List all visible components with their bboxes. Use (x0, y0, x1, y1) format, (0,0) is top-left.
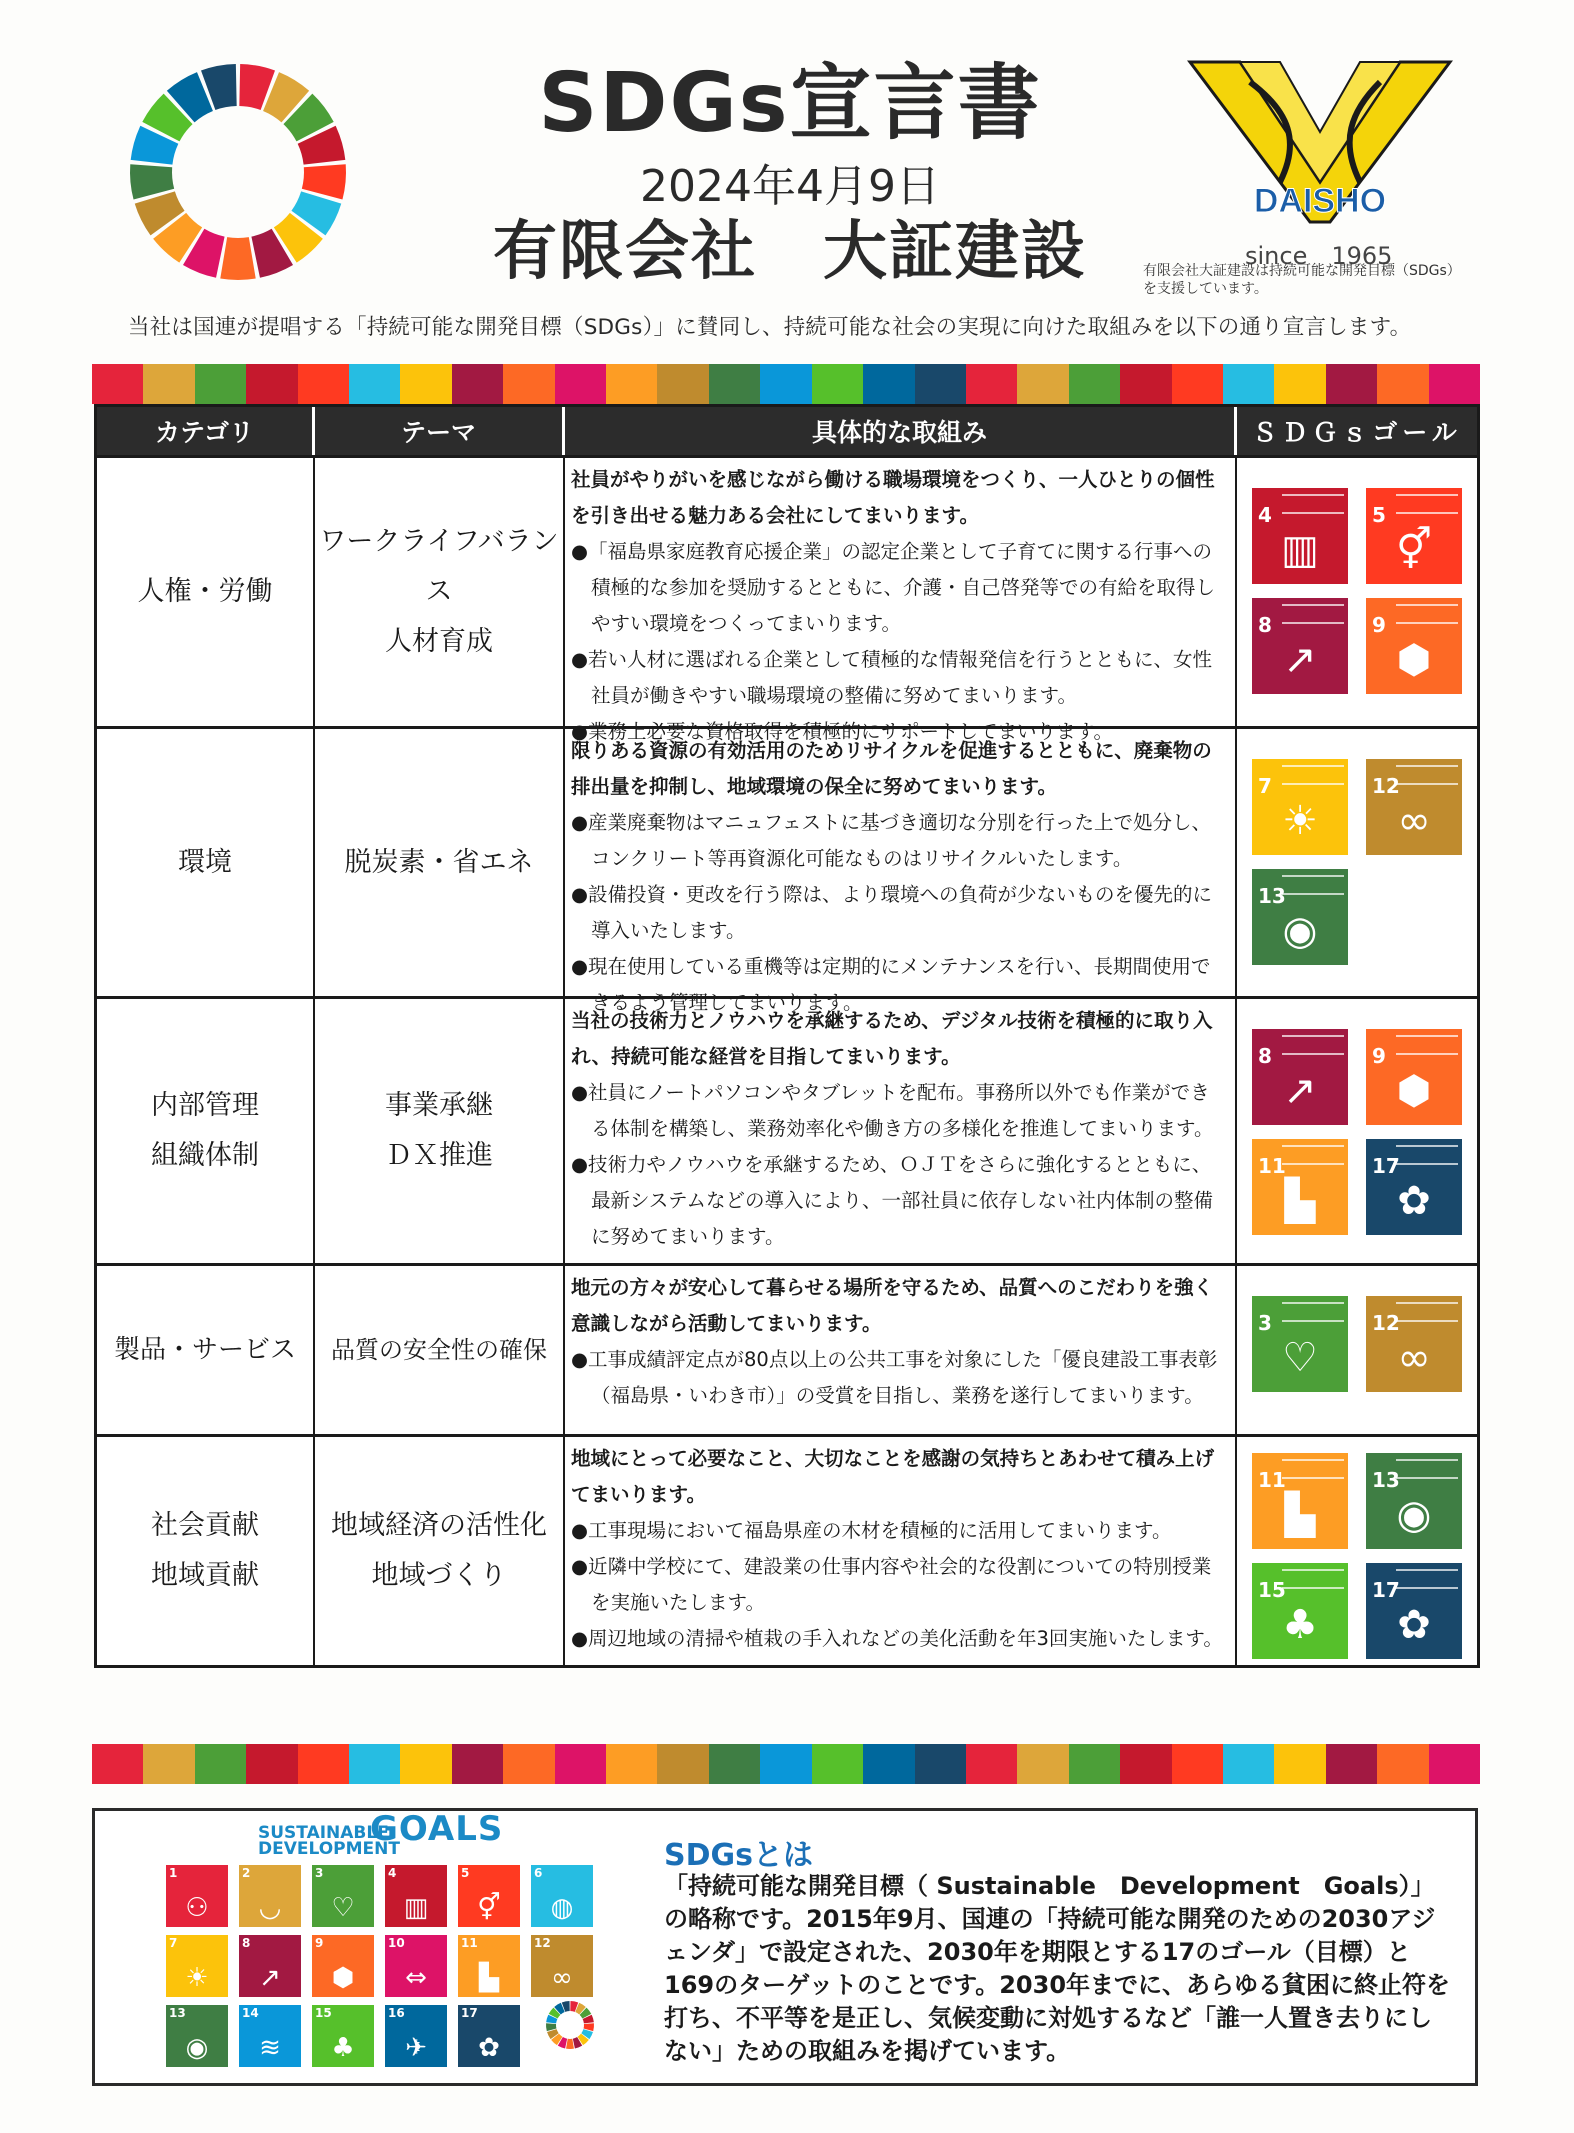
logo-line1: SUSTAINABLE (258, 1823, 389, 1843)
goal-caption-lines (1396, 604, 1458, 624)
sdg-goal-10-tile (385, 1935, 447, 1997)
goal-number: 17 (461, 2006, 478, 2020)
sdg-goal-1-tile (166, 1865, 228, 1927)
goal-number: 10 (388, 1936, 405, 1950)
action-bullet: ●工事成績評定点が80点以上の公共工事を対象にした「優良建設工事表彰（福島県・いわき市）」の受賞を目指し、業務を遂行してまいります。 (571, 1348, 1218, 1407)
sdg-goal-7-tile (1252, 759, 1348, 855)
goal-tiles (1252, 1296, 1462, 1392)
theme-cell (315, 458, 565, 726)
book-icon: ▥ (1281, 527, 1319, 573)
category-text: 環境 (178, 846, 232, 878)
fish-icon: ≋ (259, 2033, 281, 2063)
buildings-icon: ▙ (1284, 1492, 1316, 1538)
goal-number: 5 (461, 1866, 470, 1880)
goals-cell (1237, 1266, 1477, 1434)
support-note: 有限会社大証建設は持続可能な開発目標（SDGs）を支援しています。 (1143, 263, 1461, 297)
goal-caption-lines (1282, 875, 1344, 895)
strip-segment (966, 364, 1017, 404)
table-header (97, 407, 1477, 455)
table-row (97, 1263, 1477, 1434)
growth-chart-icon: ↗ (1283, 637, 1317, 683)
sdg-goal-15-tile (1252, 1563, 1348, 1659)
strip-segment (1172, 364, 1223, 404)
action-bullet: ●社員にノートパソコンやタブレットを配布。事務所以外でも作業ができる体制を構築し、業務効率化や働き方の多様化を推進してまいります。 (571, 1081, 1214, 1140)
goal-caption-lines (1282, 1302, 1344, 1322)
sdgs-color-strip-bottom (92, 1744, 1480, 1784)
strip-segment (1172, 1744, 1223, 1784)
table-row (97, 726, 1477, 1014)
goal-caption-lines (1396, 1459, 1458, 1479)
page-title: SDGs宣言書 (538, 56, 1042, 151)
goal-number: 8 (1258, 613, 1272, 637)
gender-icon: ⚥ (1395, 527, 1433, 573)
strip-segment (503, 1744, 554, 1784)
infinity-icon: ∞ (551, 1963, 573, 1993)
actions-cell (565, 458, 1237, 743)
action-bullet: ●工事現場において福島県産の木材を積極的に活用してまいります。 (571, 1519, 1172, 1542)
action-lead: 当社の技術力とノウハウを承継するため、デジタル技術を積極的に取り入れ、持続可能な経営を目指してまいります。 (571, 1009, 1213, 1068)
growth-chart-icon: ↗ (259, 1963, 281, 1993)
category-cell (97, 729, 315, 996)
goal-number: 11 (461, 1936, 478, 1950)
goal-number: 11 (1258, 1154, 1286, 1178)
goal-number: 7 (169, 1936, 178, 1950)
sdgs-description: 「持続可能な開発目標（ Sustainable Development Goals）」の略称です。2015年9月、国連の「持続可能な開発のための2030アジェンダ」で設定された、2030年を期限とする17のゴール（目標）と169のターゲットのことです。2030年までに、あらゆる貧困に終止符を打ち、不平等を是正し、気候変動に対処するなど「誰一人置き去りにしない」ための取組みを掲げています。 (664, 1872, 1451, 2065)
sdg-goal-11-tile (458, 1935, 520, 1997)
action-lead: 社員がやりがいを感じながら働ける職場環境をつくり、一人ひとりの個性を引き出せる魅力ある会社にしてまいります。 (571, 468, 1215, 527)
action-bullet: ●技術力やノウハウを承継するため、ＯＪＴをさらに強化するとともに、最新システムなどの導入により、一部社員に依存しない社内体制の整備に努めてまいります。 (571, 1153, 1214, 1248)
logo-line2: DEVELOPMENT (258, 1839, 400, 1859)
theme-text: 事業承継 (385, 1090, 493, 1121)
goal-number: 8 (242, 1936, 251, 1950)
sdgs-color-wheel-icon (128, 62, 348, 282)
table-row (97, 455, 1477, 743)
actions-cell (565, 729, 1237, 1014)
sdg-goal-13-tile (166, 2005, 228, 2067)
gender-icon: ⚥ (477, 1893, 501, 1923)
goal-number: 9 (1372, 613, 1386, 637)
strip-segment (1120, 1744, 1171, 1784)
goal-number: 15 (315, 2006, 332, 2020)
goal-caption-lines (1282, 1145, 1344, 1165)
since-year: since 1965 (1245, 242, 1393, 270)
logo-goals: GOALS (370, 1809, 504, 1849)
strip-segment (452, 364, 503, 404)
sdgs-heading: SDGsとは (664, 1838, 813, 1873)
goal-caption-lines (1282, 494, 1344, 514)
actions-cell (565, 1437, 1237, 1665)
action-bullet: ●産業廃棄物はマニュフェストに基づき適切な分別を行った上で処分し、コンクリート等再資源化可能なものはリサイクルいたします。 (571, 811, 1212, 870)
sdg-goal-3-tile (1252, 1296, 1348, 1392)
action-lead: 限りある資源の有効活用のためリサイクルを促進するとともに、廃棄物の排出量を抑制し、地域環境の保全に努めてまいります。 (571, 739, 1212, 798)
strip-segment (1326, 364, 1377, 404)
strip-segment (1120, 364, 1171, 404)
goal-caption-lines (1396, 1302, 1458, 1322)
category-cell (97, 458, 315, 726)
sun-icon: ☀ (1282, 798, 1318, 844)
sdg-goal-14-tile (239, 2005, 301, 2067)
strip-segment (657, 1744, 708, 1784)
action-bullet: ●若い人材に選ばれる企業として積極的な情報発信を行うとともに、女性社員が働きやすい職場環境の整備に努めてまいります。 (571, 648, 1213, 707)
strip-segment (606, 1744, 657, 1784)
strip-segment (1017, 364, 1068, 404)
goal-number: 3 (1258, 1311, 1272, 1335)
goals-cell (1237, 458, 1477, 726)
goals-cell (1237, 999, 1477, 1263)
sdg-goal-17-tile (1366, 1139, 1462, 1235)
goal-caption-lines (1396, 765, 1458, 785)
strip-segment (657, 364, 708, 404)
sdg-goal-17-tile (458, 2005, 520, 2067)
strip-segment (863, 364, 914, 404)
actions-cell (565, 999, 1237, 1263)
strip-segment (1017, 1744, 1068, 1784)
table-body (97, 455, 1477, 1665)
theme-text: ＤＸ推進 (385, 1140, 493, 1171)
strip-segment (709, 364, 760, 404)
goal-number: 7 (1258, 774, 1272, 798)
actions-cell (565, 1266, 1237, 1434)
sdg-goal-4-tile (385, 1865, 447, 1927)
sdgs-small-wheel-icon (545, 2000, 595, 2050)
goal-number: 15 (1258, 1578, 1286, 1602)
strip-segment (349, 364, 400, 404)
cubes-icon: ⬢ (331, 1963, 355, 1993)
company-name: 有限会社 大証建設 (493, 215, 1087, 289)
strip-segment (1274, 1744, 1325, 1784)
goal-caption-lines (1396, 494, 1458, 514)
goal-number: 5 (1372, 503, 1386, 527)
sdg-goal-12-tile (1366, 1296, 1462, 1392)
goal-number: 13 (169, 2006, 186, 2020)
theme-cell (315, 1266, 565, 1434)
sdg-goal-13-tile (1252, 869, 1348, 965)
sdg-goal-3-tile (312, 1865, 374, 1927)
theme-cell (315, 729, 565, 996)
category-cell (97, 1266, 315, 1434)
bowl-icon: ◡ (258, 1893, 282, 1923)
theme-text: 地域経済の活性化 (331, 1510, 547, 1541)
strip-segment (1069, 1744, 1120, 1784)
strip-segment (555, 364, 606, 404)
strip-segment (863, 1744, 914, 1784)
eye-globe-icon: ◉ (1396, 1492, 1432, 1538)
flower-rings-icon: ✿ (1397, 1602, 1431, 1648)
goal-caption-lines (1282, 1569, 1344, 1589)
strip-segment (760, 364, 811, 404)
theme-text: 品質の安全性の確保 (331, 1336, 547, 1364)
goal-tiles (1252, 759, 1462, 965)
sdg-goal-13-tile (1366, 1453, 1462, 1549)
goal-number: 4 (1258, 503, 1272, 527)
action-bullet: ●業務上必要な資格取得を積極的にサポートしてまいります。 (571, 720, 1113, 743)
strip-segment (349, 1744, 400, 1784)
eye-globe-icon: ◉ (1282, 908, 1318, 954)
cubes-icon: ⬢ (1396, 1068, 1432, 1114)
category-text: 組織体制 (151, 1140, 259, 1171)
sdg-goal-8-tile (1252, 1029, 1348, 1125)
strip-segment (400, 364, 451, 404)
action-bullet: ●現在使用している重機等は定期的にメンテナンスを行い、長期間使用できるよう管理してまいります。 (571, 955, 1211, 1014)
sdg-goal-5-tile (1366, 488, 1462, 584)
goal-tiles (1252, 488, 1462, 694)
strip-segment (400, 1744, 451, 1784)
table-row (97, 1434, 1477, 1665)
book-icon: ▥ (403, 1893, 429, 1923)
goal-number: 17 (1372, 1578, 1400, 1602)
header-category: カテゴリ (97, 407, 315, 455)
infinity-icon: ∞ (1397, 798, 1431, 844)
strip-segment (298, 364, 349, 404)
sdg-goal-6-tile (531, 1865, 593, 1927)
theme-cell (315, 999, 565, 1263)
goal-number: 14 (242, 2006, 259, 2020)
theme-cell (315, 1437, 565, 1665)
cubes-icon: ⬢ (1396, 637, 1432, 683)
goal-number: 13 (1372, 1468, 1400, 1492)
theme-text: 地域づくり (371, 1560, 507, 1591)
strip-segment (1223, 364, 1274, 404)
goal-number: 1 (169, 1866, 178, 1880)
category-text: 社会貢献 (151, 1510, 259, 1541)
strip-segment (246, 1744, 297, 1784)
heartbeat-icon: ♡ (331, 1893, 355, 1923)
action-bullet: ●近隣中学校にて、建設業の仕事内容や社会的な役割についての特別授業を実施いたします。 (571, 1555, 1212, 1614)
strip-segment (92, 364, 143, 404)
sdg-goal-17-tile (1366, 1563, 1462, 1659)
dove-icon: ✈ (405, 2033, 427, 2063)
sdg-goal-7-tile (166, 1935, 228, 1997)
daisho-logo (1180, 52, 1460, 242)
sdg-goal-4-tile (1252, 488, 1348, 584)
buildings-icon: ▙ (479, 1963, 499, 1993)
buildings-icon: ▙ (1284, 1178, 1316, 1224)
sdg-goal-2-tile (239, 1865, 301, 1927)
goal-number: 16 (388, 2006, 405, 2020)
strip-segment (915, 1744, 966, 1784)
strip-segment (606, 364, 657, 404)
growth-chart-icon: ↗ (1283, 1068, 1317, 1114)
water-drop-icon: ◍ (550, 1893, 574, 1923)
sdg-goal-12-tile (531, 1935, 593, 1997)
strip-segment (555, 1744, 606, 1784)
wheel-segment (566, 2039, 574, 2049)
goal-tiles (1252, 1029, 1462, 1235)
strip-segment (503, 364, 554, 404)
goal-caption-lines (1396, 1569, 1458, 1589)
header-actions: 具体的な取組み (565, 407, 1237, 455)
strip-segment (709, 1744, 760, 1784)
goal-number: 13 (1258, 884, 1286, 908)
declaration-date: 2024年4月9日 (640, 161, 940, 212)
strip-segment (966, 1744, 1017, 1784)
goal-number: 12 (534, 1936, 551, 1950)
action-lead: 地域にとって必要なこと、大切なことを感謝の気持ちとあわせて積み上げてまいります。 (571, 1447, 1215, 1506)
sdg-goal-11-tile (1252, 1139, 1348, 1235)
category-cell (97, 1437, 315, 1665)
sdgs-color-strip-top (92, 364, 1480, 404)
strip-segment (92, 1744, 143, 1784)
people-icon: ⚇ (185, 1893, 209, 1923)
eye-globe-icon: ◉ (185, 2033, 209, 2063)
strip-segment (143, 1744, 194, 1784)
sdg-goal-9-tile (1366, 598, 1462, 694)
strip-segment (760, 1744, 811, 1784)
strip-segment (298, 1744, 349, 1784)
category-cell (97, 999, 315, 1263)
goal-number: 6 (534, 1866, 543, 1880)
flower-rings-icon: ✿ (478, 2033, 500, 2063)
table-row (97, 996, 1477, 1263)
goal-caption-lines (1282, 1035, 1344, 1055)
sdgs-logo (258, 1809, 504, 1859)
strip-segment (1377, 364, 1428, 404)
strip-segment (195, 364, 246, 404)
strip-segment (195, 1744, 246, 1784)
sdg-goal-16-tile (385, 2005, 447, 2067)
sun-icon: ☀ (185, 1963, 209, 1993)
sdg-goal-8-tile (1252, 598, 1348, 694)
theme-text: ワークライフバランス (319, 526, 559, 607)
header-theme: テーマ (315, 407, 565, 455)
wheel-segment (220, 237, 255, 280)
sdgs-goal-grid (166, 1865, 593, 2067)
sdg-goal-8-tile (239, 1935, 301, 1997)
goal-number: 9 (1372, 1044, 1386, 1068)
goals-cell (1237, 1437, 1477, 1665)
goal-caption-lines (1282, 765, 1344, 785)
action-bullet: ●「福島県家庭教育応援企業」の認定企業として子育てに関する行事への積極的な参加を奨励するとともに、介護・自己啓発等での有給を取得しやすい環境をつくってまいります。 (571, 540, 1216, 635)
category-text: 内部管理 (151, 1090, 259, 1121)
goal-number: 3 (315, 1866, 324, 1880)
tree-icon: ♣ (331, 2033, 355, 2063)
sdg-goal-12-tile (1366, 759, 1462, 855)
strip-segment (246, 364, 297, 404)
tree-icon: ♣ (1282, 1602, 1318, 1648)
strip-segment (1377, 1744, 1428, 1784)
goal-caption-lines (1396, 1035, 1458, 1055)
infinity-icon: ∞ (1397, 1335, 1431, 1381)
category-text: 人権・労働 (137, 576, 273, 607)
flower-rings-icon: ✿ (1397, 1178, 1431, 1224)
goal-caption-lines (1396, 1145, 1458, 1165)
theme-text: 人材育成 (385, 626, 493, 657)
goal-number: 9 (315, 1936, 324, 1950)
strip-segment (1429, 1744, 1480, 1784)
sdg-goal-9-tile (1366, 1029, 1462, 1125)
declaration-table (94, 404, 1480, 1668)
goal-number: 11 (1258, 1468, 1286, 1492)
goal-number: 4 (388, 1866, 397, 1880)
strip-segment (1326, 1744, 1377, 1784)
goal-caption-lines (1282, 1459, 1344, 1479)
strip-segment (1274, 364, 1325, 404)
action-bullet: ●周辺地域の清掃や植栽の手入れなどの美化活動を年3回実施いたします。 (571, 1627, 1223, 1650)
strip-segment (812, 364, 863, 404)
svg-text:DAISHO: DAISHO (1253, 182, 1387, 220)
strip-segment (1069, 364, 1120, 404)
intro-statement: 当社は国連が提唱する「持続可能な開発目標（SDGs）」に賛同し、持続可能な社会の実現に向けた取組みを以下の通り宣言します。 (128, 315, 1412, 340)
strip-segment (143, 364, 194, 404)
sdg-goal-15-tile (312, 2005, 374, 2067)
category-text: 製品・サービス (113, 1335, 296, 1365)
goal-tiles (1252, 1453, 1462, 1659)
strip-segment (452, 1744, 503, 1784)
strip-segment (812, 1744, 863, 1784)
goal-number: 17 (1372, 1154, 1400, 1178)
equality-icon: ⇔ (405, 1963, 427, 1993)
action-bullet: ●設備投資・更改を行う際は、より環境への負荷が少ないものを優先的に導入いたします。 (571, 883, 1213, 942)
goal-number: 12 (1372, 774, 1400, 798)
strip-segment (915, 364, 966, 404)
goal-number: 8 (1258, 1044, 1272, 1068)
goals-cell (1237, 729, 1477, 996)
sdg-goal-9-tile (312, 1935, 374, 1997)
goal-number: 2 (242, 1866, 251, 1880)
sdg-goal-5-tile (458, 1865, 520, 1927)
heartbeat-icon: ♡ (1282, 1335, 1318, 1381)
goal-caption-lines (1282, 604, 1344, 624)
sdg-goal-11-tile (1252, 1453, 1348, 1549)
action-lead: 地元の方々が安心して暮らせる場所を守るため、品質へのこだわりを強く意識しながら活動してまいります。 (571, 1276, 1214, 1335)
strip-segment (1429, 364, 1480, 404)
theme-text: 脱炭素・省エネ (344, 846, 534, 878)
category-text: 地域貢献 (151, 1560, 259, 1591)
strip-segment (1223, 1744, 1274, 1784)
goal-number: 12 (1372, 1311, 1400, 1335)
header-goals: ＳＤＧｓゴール (1252, 418, 1462, 447)
